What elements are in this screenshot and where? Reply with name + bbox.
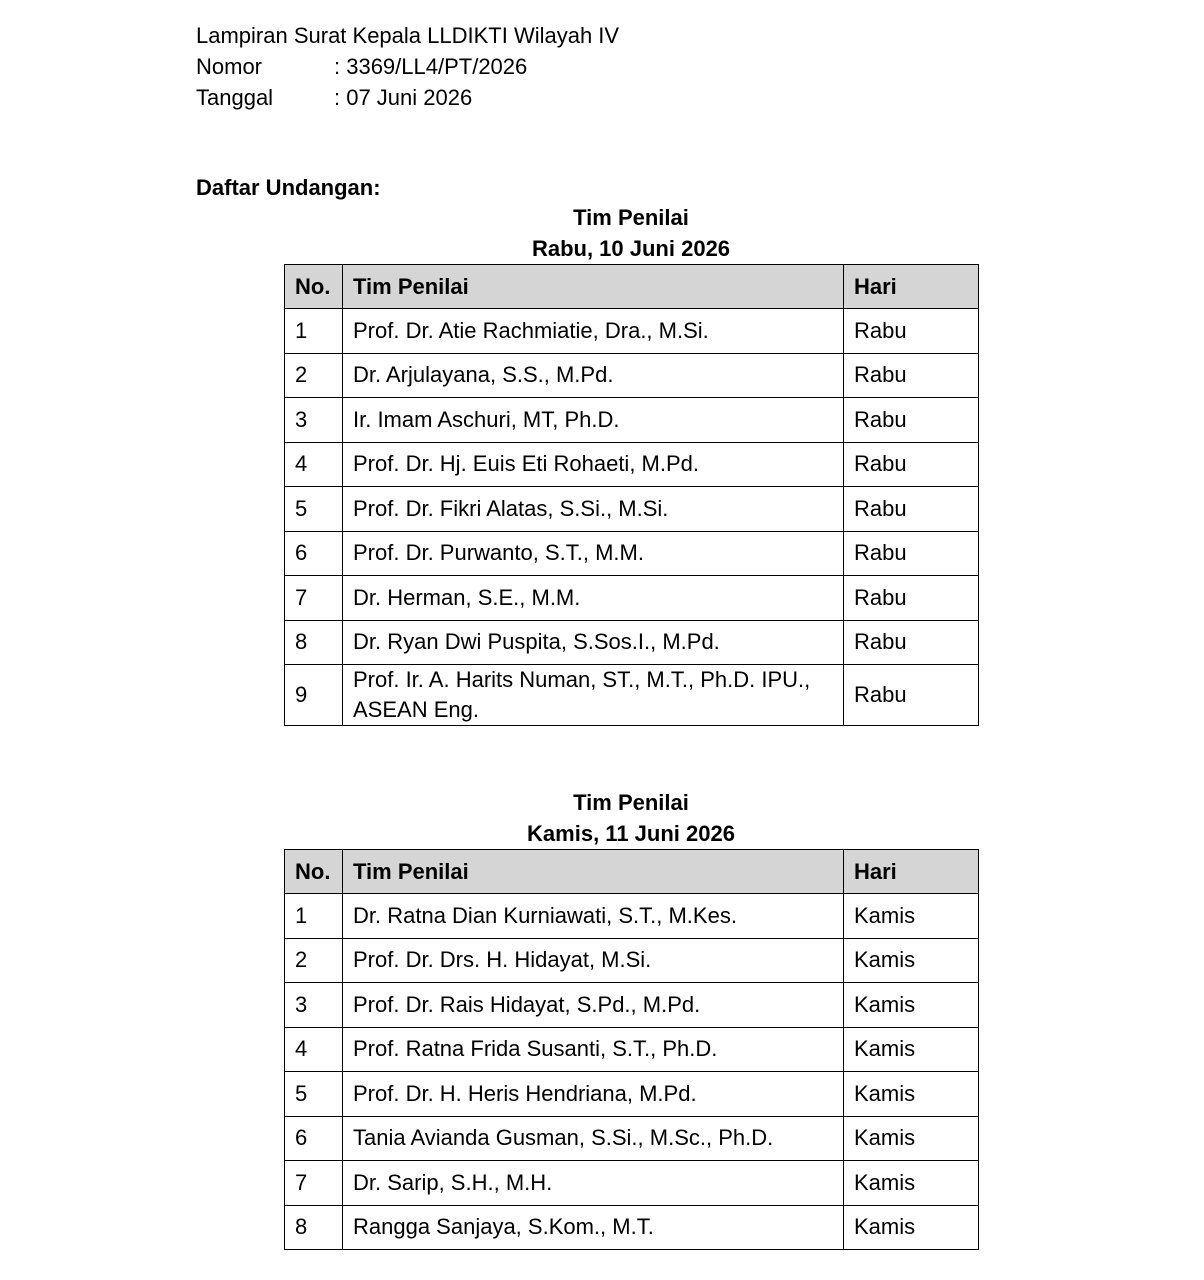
cell-name: Prof. Dr. H. Heris Hendriana, M.Pd. (343, 1072, 844, 1117)
section-title: Tim Penilai (573, 205, 689, 230)
cell-hari: Kamis (844, 938, 979, 983)
cell-no: 3 (285, 983, 343, 1028)
table-row (285, 309, 979, 354)
cell-name: Ir. Imam Aschuri, MT, Ph.D. (343, 398, 844, 443)
cell-hari: Rabu (844, 353, 979, 398)
cell-hari: Kamis (844, 983, 979, 1028)
table-row (285, 938, 979, 983)
cell-name: Prof. Dr. Rais Hidayat, S.Pd., M.Pd. (343, 983, 844, 1028)
tanggal-value: : 07 Juni 2026 (334, 85, 473, 110)
tanggal-row (196, 82, 619, 113)
cell-hari: Kamis (844, 1161, 979, 1206)
column-header-no: No. (285, 850, 343, 894)
table-row (285, 398, 979, 443)
kamis-section (284, 787, 978, 1250)
cell-hari: Kamis (844, 1072, 979, 1117)
column-header-name: Tim Penilai (343, 265, 844, 309)
table-header-row (285, 850, 979, 894)
table-row (285, 1072, 979, 1117)
cell-hari: Kamis (844, 1027, 979, 1072)
cell-no: 2 (285, 353, 343, 398)
kamis-table (284, 849, 979, 1250)
letter-header (196, 20, 619, 113)
table-row (285, 894, 979, 939)
table-row (285, 983, 979, 1028)
table-row (285, 620, 979, 665)
cell-hari: Rabu (844, 442, 979, 487)
column-header-hari: Hari (844, 850, 979, 894)
cell-no: 8 (285, 620, 343, 665)
section-date: Kamis, 11 Juni 2026 (527, 821, 735, 846)
section-title: Tim Penilai (573, 790, 689, 815)
table-row (285, 1161, 979, 1206)
cell-no: 6 (285, 1116, 343, 1161)
table-row (285, 1027, 979, 1072)
cell-no: 8 (285, 1205, 343, 1250)
table-row (285, 353, 979, 398)
cell-hari: Rabu (844, 398, 979, 443)
cell-name: Prof. Ratna Frida Susanti, S.T., Ph.D. (343, 1027, 844, 1072)
invitation-list-title: Daftar Undangan: (196, 175, 381, 200)
cell-no: 3 (285, 398, 343, 443)
cell-no: 6 (285, 531, 343, 576)
nomor-label: Nomor (196, 54, 263, 79)
table-row (285, 576, 979, 621)
cell-name: Prof. Dr. Drs. H. Hidayat, M.Si. (343, 938, 844, 983)
table-row (285, 487, 979, 532)
cell-hari: Rabu (844, 309, 979, 354)
cell-name: Prof. Dr. Fikri Alatas, S.Si., M.Si. (343, 487, 844, 532)
cell-no: 5 (285, 487, 343, 532)
table-header-row (285, 265, 979, 309)
cell-name: Tania Avianda Gusman, S.Si., M.Sc., Ph.D. (343, 1116, 844, 1161)
cell-no: 4 (285, 1027, 343, 1072)
cell-hari: Kamis (844, 1205, 979, 1250)
table-row (285, 1116, 979, 1161)
cell-name: Dr. Herman, S.E., M.M. (343, 576, 844, 621)
cell-no: 4 (285, 442, 343, 487)
table-row (285, 1205, 979, 1250)
section-date: Rabu, 10 Juni 2026 (531, 236, 731, 261)
cell-hari: Rabu (844, 620, 979, 665)
rabu-section (284, 202, 978, 726)
cell-no: 2 (285, 938, 343, 983)
cell-no: 7 (285, 576, 343, 621)
cell-name: Dr. Arjulayana, S.S., M.Pd. (343, 353, 844, 398)
table-row (285, 442, 979, 487)
cell-name: Prof. Ir. A. Harits Numan, ST., M.T., Ph.D. IPU., ASEAN Eng. (343, 665, 844, 726)
cell-name: Prof. Dr. Hj. Euis Eti Rohaeti, M.Pd. (343, 442, 844, 487)
cell-hari: Kamis (844, 1116, 979, 1161)
tanggal-label: Tanggal (196, 85, 274, 110)
cell-no: 1 (285, 894, 343, 939)
cell-hari: Kamis (844, 894, 979, 939)
nomor-row (196, 51, 619, 82)
cell-hari: Rabu (844, 487, 979, 532)
cell-hari: Rabu (844, 531, 979, 576)
cell-name: Prof. Dr. Purwanto, S.T., M.M. (343, 531, 844, 576)
cell-hari: Rabu (844, 665, 979, 726)
header-title: Lampiran Surat Kepala LLDIKTI Wilayah IV (196, 23, 620, 48)
column-header-name: Tim Penilai (343, 850, 844, 894)
cell-no: 9 (285, 665, 343, 726)
cell-name: Dr. Ratna Dian Kurniawati, S.T., M.Kes. (343, 894, 844, 939)
column-header-no: No. (285, 265, 343, 309)
rabu-table (284, 264, 979, 726)
cell-name: Dr. Sarip, S.H., M.H. (343, 1161, 844, 1206)
table-row (285, 531, 979, 576)
cell-name: Rangga Sanjaya, S.Kom., M.T. (343, 1205, 844, 1250)
cell-name: Prof. Dr. Atie Rachmiatie, Dra., M.Si. (343, 309, 844, 354)
table-row (285, 665, 979, 726)
cell-name: Dr. Ryan Dwi Puspita, S.Sos.I., M.Pd. (343, 620, 844, 665)
nomor-value: : 3369/LL4/PT/2026 (334, 54, 528, 79)
column-header-hari: Hari (844, 265, 979, 309)
cell-no: 7 (285, 1161, 343, 1206)
cell-no: 5 (285, 1072, 343, 1117)
cell-hari: Rabu (844, 576, 979, 621)
cell-no: 1 (285, 309, 343, 354)
